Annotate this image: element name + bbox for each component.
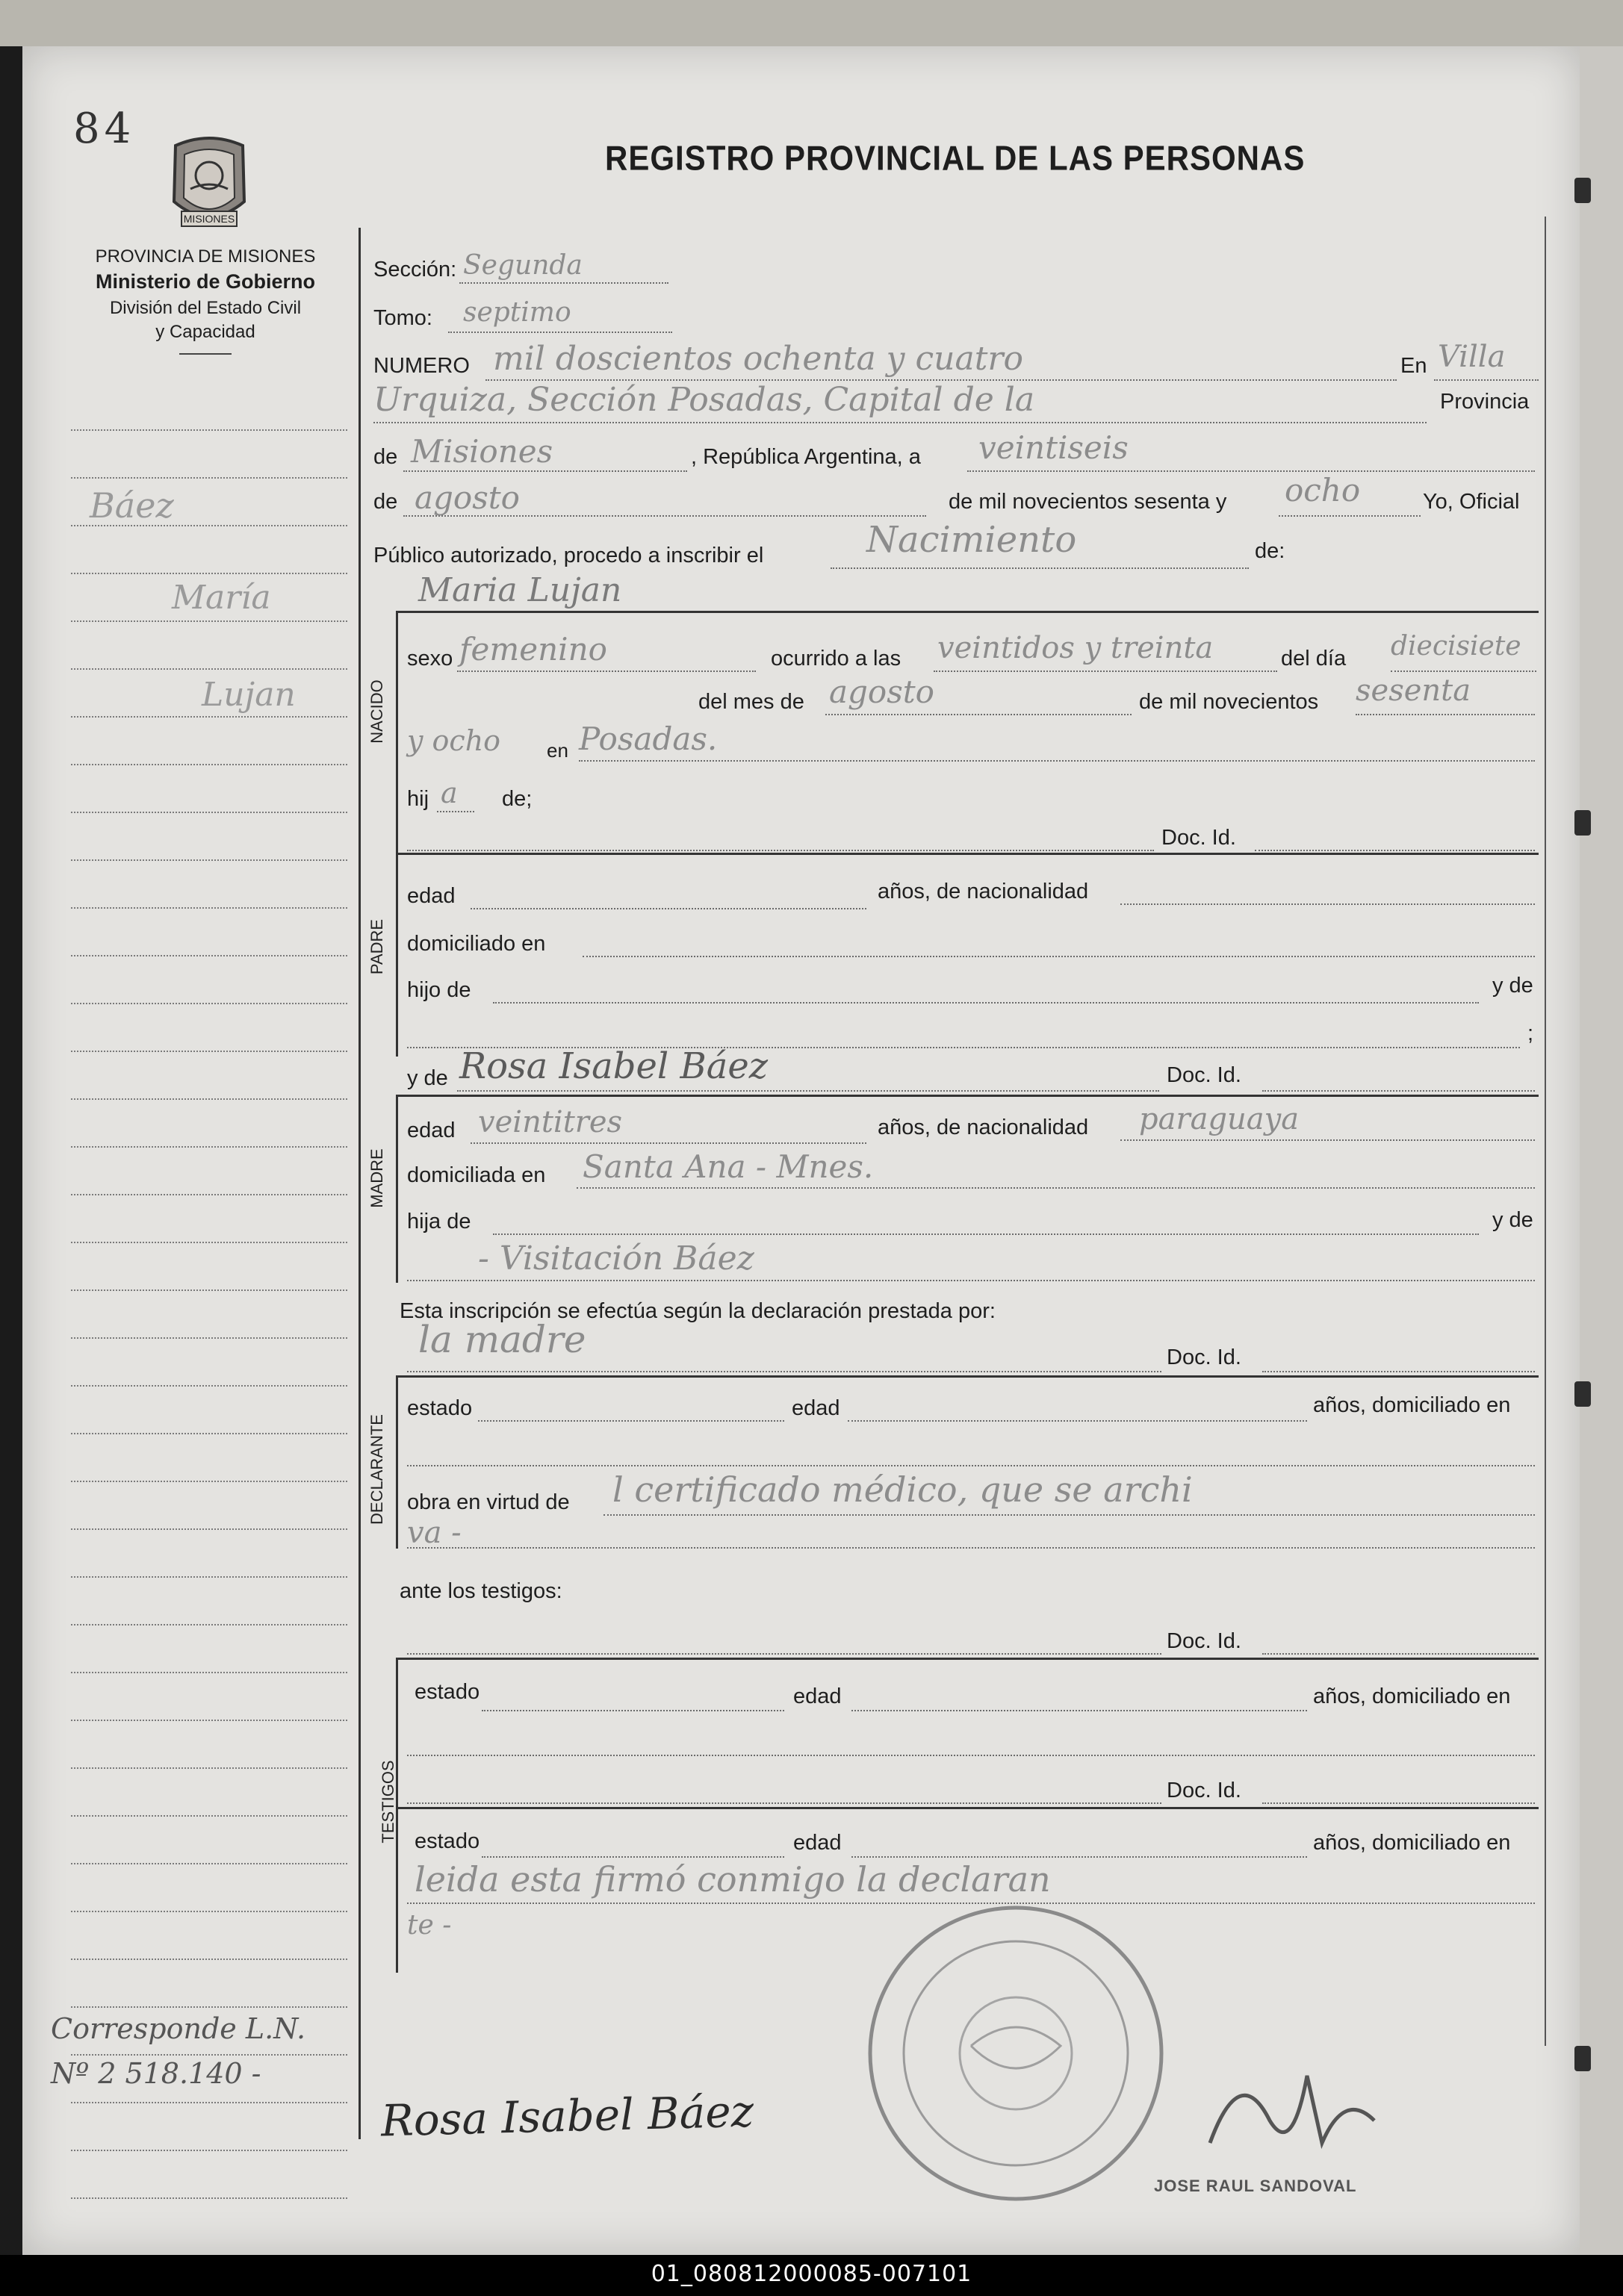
margin-rule: [71, 573, 347, 574]
del-mes-label: del mes de: [698, 690, 804, 714]
de-label: de: [373, 445, 398, 469]
margin-rule: [71, 1385, 347, 1387]
margin-rule: [71, 907, 347, 909]
testigo1-estado-line: [482, 1710, 784, 1711]
declarante-name-value: la madre: [418, 1318, 586, 1361]
testigo1-doc-label: Doc. Id.: [1167, 1629, 1241, 1653]
obra-line: [603, 1514, 1535, 1516]
madre-hija-line: [493, 1233, 1479, 1235]
margin-rule: [71, 1289, 347, 1291]
nacido-name-value: Maria Lujan: [418, 571, 622, 609]
official-stamp: [859, 1897, 1173, 2210]
madre-section-label: MADRE: [367, 1148, 386, 1208]
publico-label: Público autorizado, procedo a inscribir el: [373, 544, 764, 567]
dia-line: [1391, 671, 1536, 672]
margin-rule: [71, 2054, 347, 2056]
nacido-section-label: NACIDO: [367, 679, 386, 744]
padre-nacionalidad-label: años, de nacionalidad: [878, 880, 1089, 903]
declarante-estado-label: estado: [407, 1396, 473, 1420]
anio-value-2: y ocho: [407, 724, 501, 757]
margin-rule: [71, 1051, 347, 1052]
org-division: División del Estado Civil: [109, 298, 302, 318]
hij-de-label: de;: [502, 787, 533, 811]
de-label-2: de: [373, 490, 398, 514]
yo-label: Yo, Oficial: [1423, 490, 1520, 514]
provincia-line: [403, 470, 687, 472]
margin-rule: [71, 1959, 347, 1960]
image-caption: 01_080812000085-007101: [651, 2261, 972, 2287]
padre-edad-line-dots: [471, 908, 866, 909]
padre-hijo-label: hijo de: [407, 978, 471, 1002]
padre-y-de-label: y de: [1492, 974, 1533, 998]
en-value: Villa: [1438, 340, 1506, 374]
declarante-domicilio-line: [407, 1465, 1535, 1466]
testigo1-estado-label: estado: [415, 1680, 480, 1704]
mes-value: agosto: [829, 673, 934, 710]
page-number: 84: [73, 105, 136, 153]
padre-top-rule: [396, 853, 1539, 855]
year-value: ocho: [1285, 472, 1361, 508]
margin-rule: [71, 1481, 347, 1482]
seccion-value: Segunda: [463, 250, 583, 281]
hora-line: [934, 671, 1277, 672]
madre-name-line: [457, 1090, 1159, 1092]
declarante-name-line: [407, 1371, 1161, 1372]
official-signature: [1195, 2031, 1389, 2165]
testigo1-edad-label: edad: [793, 1684, 842, 1708]
madre-top-rule: [396, 1095, 1539, 1097]
margin-note-lujan: Lujan: [202, 676, 296, 714]
margin-rule: [71, 1098, 347, 1100]
margin-rule: [71, 668, 347, 670]
margin-rule: [71, 2197, 347, 2199]
provincia-label: Provincia: [1440, 390, 1530, 414]
declarante-domicilio-label: años, domiciliado en: [1313, 1393, 1511, 1417]
mil-label: de mil novecientos sesenta y: [949, 490, 1227, 514]
numero-label: NUMERO: [373, 354, 470, 378]
madre-nacionalidad-line: [1120, 1139, 1535, 1141]
testigo2-domicilio-label: años, domiciliado en: [1313, 1831, 1511, 1855]
margin-rule: [71, 429, 347, 431]
madre-name-value: Rosa Isabel Báez: [459, 1045, 769, 1087]
madre-doc-line: [1262, 1090, 1535, 1092]
margin-rule: [71, 620, 347, 622]
madre-domicilio-label: domiciliada en: [407, 1163, 546, 1187]
margin-rule: [71, 2150, 347, 2151]
hora-value: veintidos y treinta: [937, 631, 1214, 665]
mes-line: [825, 714, 1132, 715]
margin-rule: [71, 812, 347, 813]
padre-hijo-line: [493, 1002, 1479, 1004]
testigo1-domicilio-line: [407, 1755, 1535, 1756]
madre-line-2: [407, 1280, 1535, 1281]
padre-section-label: PADRE: [367, 918, 386, 975]
declarant-signature: Rosa Isabel Báez: [380, 2085, 754, 2147]
dia-value: diecisiete: [1391, 631, 1521, 662]
declarante-doc-line: [1262, 1371, 1535, 1372]
republica-label: , República Argentina, a: [691, 445, 921, 469]
hij-value: a: [441, 777, 458, 809]
madre-y-de-label: y de: [407, 1066, 448, 1090]
margin-rule: [71, 1576, 347, 1578]
lugar-value: Posadas.: [579, 721, 718, 757]
sexo-value: femenino: [459, 631, 607, 668]
lugar-line: [579, 760, 1535, 762]
margin-rule: [71, 2006, 347, 2008]
margin-rule: [71, 1146, 347, 1148]
madre-edad-value: veintitres: [478, 1105, 623, 1139]
madre-domicilio-value: Santa Ana - Mnes.: [583, 1148, 874, 1185]
obra-value: l certificado médico, que se archi: [612, 1469, 1193, 1510]
testigo1-domicilio-label: años, domiciliado en: [1313, 1684, 1511, 1708]
day-value: veintiseis: [978, 429, 1129, 466]
place-value: Urquiza, Sección Posadas, Capital de la: [373, 381, 1035, 419]
margin-rule: [71, 1337, 347, 1339]
margin-rule: [71, 1672, 347, 1673]
testigo1-doc-line: [1262, 1653, 1535, 1655]
closing-line-1: leida esta firmó conmigo la declaran: [415, 1859, 1051, 1900]
margin-correspond-2: Nº 2 518.140 -: [51, 2057, 261, 2090]
margin-correspond-1: Corresponde L.N.: [51, 2012, 306, 2045]
binding-clip: [1574, 1381, 1591, 1407]
page-title: REGISTRO PROVINCIAL DE LAS PERSONAS: [605, 138, 1306, 178]
margin-rule: [71, 764, 347, 765]
official-name: JOSE RAUL SANDOVAL: [1154, 2177, 1357, 2195]
testigos-section-label: TESTIGOS: [379, 1760, 397, 1844]
madre-nacionalidad-label: años, de nacionalidad: [878, 1116, 1089, 1139]
numero-value: mil doscientos ochenta y cuatro: [493, 340, 1023, 378]
madre-edad-line: [471, 1142, 866, 1144]
margin-rule: [71, 1815, 347, 1817]
binding-clip: [1574, 810, 1591, 836]
nacido-bracket: [396, 612, 398, 855]
madre-nacionalidad-value: paraguaya: [1139, 1102, 1300, 1136]
del-dia-label: del día: [1281, 647, 1347, 671]
binding-clip: [1574, 178, 1591, 203]
margin-rule: [71, 1003, 347, 1004]
seccion-label: Sección:: [373, 258, 457, 281]
en-line: [1434, 379, 1539, 381]
org-capacidad: y Capacidad: [155, 322, 255, 342]
padre-nacionalidad-line: [1120, 903, 1535, 905]
testigo1-name-line: [407, 1653, 1161, 1655]
declarante-bracket: [396, 1377, 398, 1549]
testigo2-top-rule: [396, 1807, 1539, 1809]
testigo2-estado-line: [482, 1856, 784, 1858]
acto-line: [831, 567, 1249, 569]
testigo2-estado-label: estado: [415, 1829, 480, 1853]
madre-domicilio-line: [577, 1187, 1535, 1189]
margin-rule: [71, 716, 347, 718]
margin-rule: [71, 1528, 347, 1530]
testigo2-edad-label: edad: [793, 1831, 842, 1855]
declarante-edad-label: edad: [792, 1396, 840, 1420]
tomo-label: Tomo:: [373, 306, 432, 330]
provincial-seal: [161, 131, 258, 235]
margin-rule: [71, 1863, 347, 1864]
org-province: PROVINCIA DE MISIONES: [95, 246, 316, 267]
org-block: [45, 246, 366, 355]
right-vertical-rule: [1545, 217, 1546, 2046]
book-top-edge: [0, 0, 1623, 46]
madre-edad-label: edad: [407, 1119, 456, 1142]
testigo2-edad-line: [851, 1856, 1307, 1858]
padre-domicilio-line: [583, 956, 1535, 957]
anio-value: sesenta: [1356, 673, 1471, 708]
padre-semicolon: ;: [1527, 1021, 1534, 1045]
margin-rule: [71, 1767, 347, 1769]
org-ministry: Ministerio de Gobierno: [95, 270, 316, 293]
margin-rule: [71, 1720, 347, 1721]
testigo1-edad-line: [851, 1710, 1307, 1711]
seccion-line: [459, 282, 668, 284]
nacido-top-rule: [396, 611, 1539, 613]
margin-rule: [71, 477, 347, 479]
hij-line: [437, 811, 474, 812]
binding-clip: [1574, 2046, 1591, 2071]
tomo-line: [448, 332, 672, 333]
margin-rule: [71, 1194, 347, 1195]
declarante-top-rule: [396, 1375, 1539, 1378]
margin-rule: [71, 1242, 347, 1243]
tomo-value: septimo: [463, 297, 571, 328]
padre-name-line: [407, 850, 1154, 851]
org-divider: [179, 353, 232, 355]
padre-bracket: [396, 855, 398, 1057]
margin-rule: [71, 1911, 347, 1912]
sexo-label: sexo: [407, 647, 453, 671]
padre-doc-label: Doc. Id.: [1161, 826, 1236, 850]
testigos-top-rule: [396, 1658, 1539, 1660]
padre-domicilio-label: domiciliado en: [407, 932, 546, 956]
declarante-doc-label: Doc. Id.: [1167, 1345, 1241, 1369]
seal-text: MISIONES: [183, 213, 235, 225]
year-line: [1279, 515, 1421, 517]
margin-note-surname: Báez: [90, 485, 174, 526]
de-colon-label: de:: [1255, 539, 1285, 563]
testigos-intro: ante los testigos:: [400, 1579, 562, 1603]
sexo-line: [457, 671, 756, 672]
month-value: agosto: [415, 479, 520, 516]
hij-label: hij: [407, 787, 429, 811]
madre-padres-value: - Visitación Báez: [478, 1239, 754, 1278]
declarante-edad-line: [848, 1420, 1307, 1422]
en-label: En: [1400, 354, 1427, 378]
obra-label: obra en virtud de: [407, 1490, 570, 1514]
madre-y-de2-label: y de: [1492, 1208, 1533, 1232]
margin-rule: [71, 955, 347, 956]
main-vertical-rule: [359, 228, 361, 2139]
madre-hija-label: hija de: [407, 1210, 471, 1233]
testigo2-name-line: [407, 1802, 1161, 1804]
place-line: [373, 422, 1427, 423]
anio-line: [1356, 714, 1535, 715]
nacido-en-label: en: [547, 739, 568, 762]
acto-value: Nacimiento: [866, 519, 1077, 561]
declarante-section-label: DECLARANTE: [367, 1414, 386, 1525]
obra-value-2: va -: [407, 1516, 462, 1550]
margin-note-name: María: [172, 579, 271, 617]
madre-bracket: [396, 1096, 398, 1283]
testigo2-doc-line: [1262, 1802, 1535, 1804]
closing-line-2: te -: [407, 1910, 452, 1941]
padre-doc-line: [1255, 850, 1535, 851]
day-line: [967, 470, 1535, 472]
nacido-mil-label: de mil novecientos: [1139, 690, 1319, 714]
obra-line-2: [407, 1547, 1535, 1549]
margin-rule: [71, 859, 347, 861]
padre-edad-label: edad: [407, 884, 456, 908]
margin-rule: [71, 1433, 347, 1434]
declarante-estado-line: [478, 1420, 784, 1422]
provincia-value: Misiones: [411, 433, 553, 470]
margin-rule: [71, 2102, 347, 2103]
margin-rule: [71, 1624, 347, 1625]
ocurrido-label: ocurrido a las: [771, 647, 902, 671]
declarante-intro: Esta inscripción se efectúa según la declaración prestada por:: [400, 1299, 996, 1323]
testigo2-doc-label: Doc. Id.: [1167, 1779, 1241, 1802]
madre-doc-label: Doc. Id.: [1167, 1063, 1241, 1087]
